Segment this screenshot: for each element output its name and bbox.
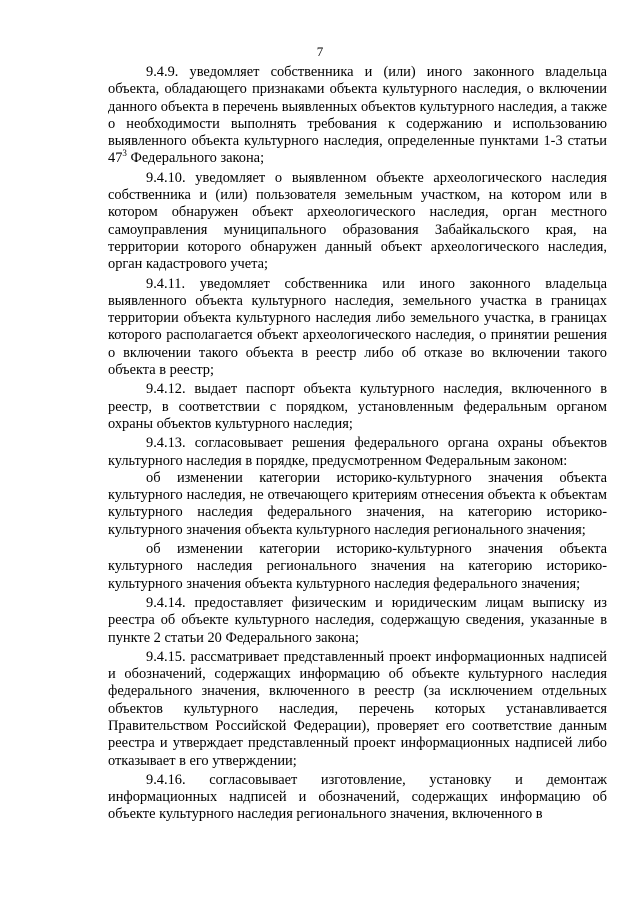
paragraph-category-change-federal: об изменении категории историко-культурного значения объекта культурного наследия, не отвечающего критериям отнесения объекта к объектам культурного наследия федерального значения, на категорию историко-культурного значения объекта культурного наследия регионального значения; xyxy=(108,469,607,538)
paragraph-9-4-9 xyxy=(108,64,607,168)
document-body xyxy=(108,64,607,824)
paragraph-tail: Федерального закона; xyxy=(126,150,265,167)
paragraph-9-4-11: 9.4.11. уведомляет собственника или иного законного владельца выявленного объекта культурного наследия, земельного участка в границах территории объекта культурного наследия либо земельного участка, в границах которого располагается объект археологического наследия, о принятии решения о включении такого объекта в реестр либо об отказе во включении такого объекта в реестр; xyxy=(108,275,607,379)
paragraph-9-4-10: 9.4.10. уведомляет о выявленном объекте археологического наследия собственника и (или) пользователя земельным участком, на котором или в котором обнаружен объект археологического наследия, орган местного самоуправления муниципального образования Забайкальского края, на территории которого обнаружен данный объект археологического наследия, орган кадастрового учета; xyxy=(108,169,607,273)
paragraph-9-4-15: 9.4.15. рассматривает представленный проект информационных надписей и обозначений, содержащих информацию об объекте культурного наследия федерального значения, включенного в реестр (за исключением отдельных объектов культурного наследия, перечень которых устанавливается Правительством Российской Федерации), проверяет его соответствие данным реестра и утверждает представленный проект информационных надписей либо отказывает в его утверждении; xyxy=(108,648,607,769)
paragraph-text: 9.4.9. уведомляет собственника и (или) иного законного владельца объекта, обладающего признаками объекта культурного наследия, о включении данного объекта в перечень выявленных объектов культурного наследия, а также о необходимости выполнять требования к содержанию и использованию выявленного объекта культурного наследия, определенные пунктами 1-3 статьи 47 xyxy=(108,64,607,167)
paragraph-category-change-regional: об изменении категории историко-культурного значения объекта культурного наследия регионального значения на категорию историко-культурного значения объекта культурного наследия федерального значения; xyxy=(108,541,607,592)
paragraph-9-4-16: 9.4.16. согласовывает изготовление, установку и демонтаж информационных надписей и обозначений, содержащих информацию об объекте культурного наследия регионального значения, включенного в xyxy=(108,771,607,823)
page-number: 7 xyxy=(316,44,324,59)
paragraph-9-4-13: 9.4.13. согласовывает решения федерального органа охраны объектов культурного наследия в порядке, предусмотренном Федеральным законом: xyxy=(108,435,607,469)
paragraph-9-4-14: 9.4.14. предоставляет физическим и юридическим лицам выписку из реестра об объекте культурного наследия, содержащую сведения, указанные в пункте 2 статьи 20 Федерального закона; xyxy=(108,594,607,646)
article-superscript: 3 xyxy=(122,148,127,159)
paragraph-9-4-12: 9.4.12. выдает паспорт объекта культурного наследия, включенного в реестр, в соответствии с порядком, установленным федеральным органом охраны объектов культурного наследия; xyxy=(108,381,607,432)
